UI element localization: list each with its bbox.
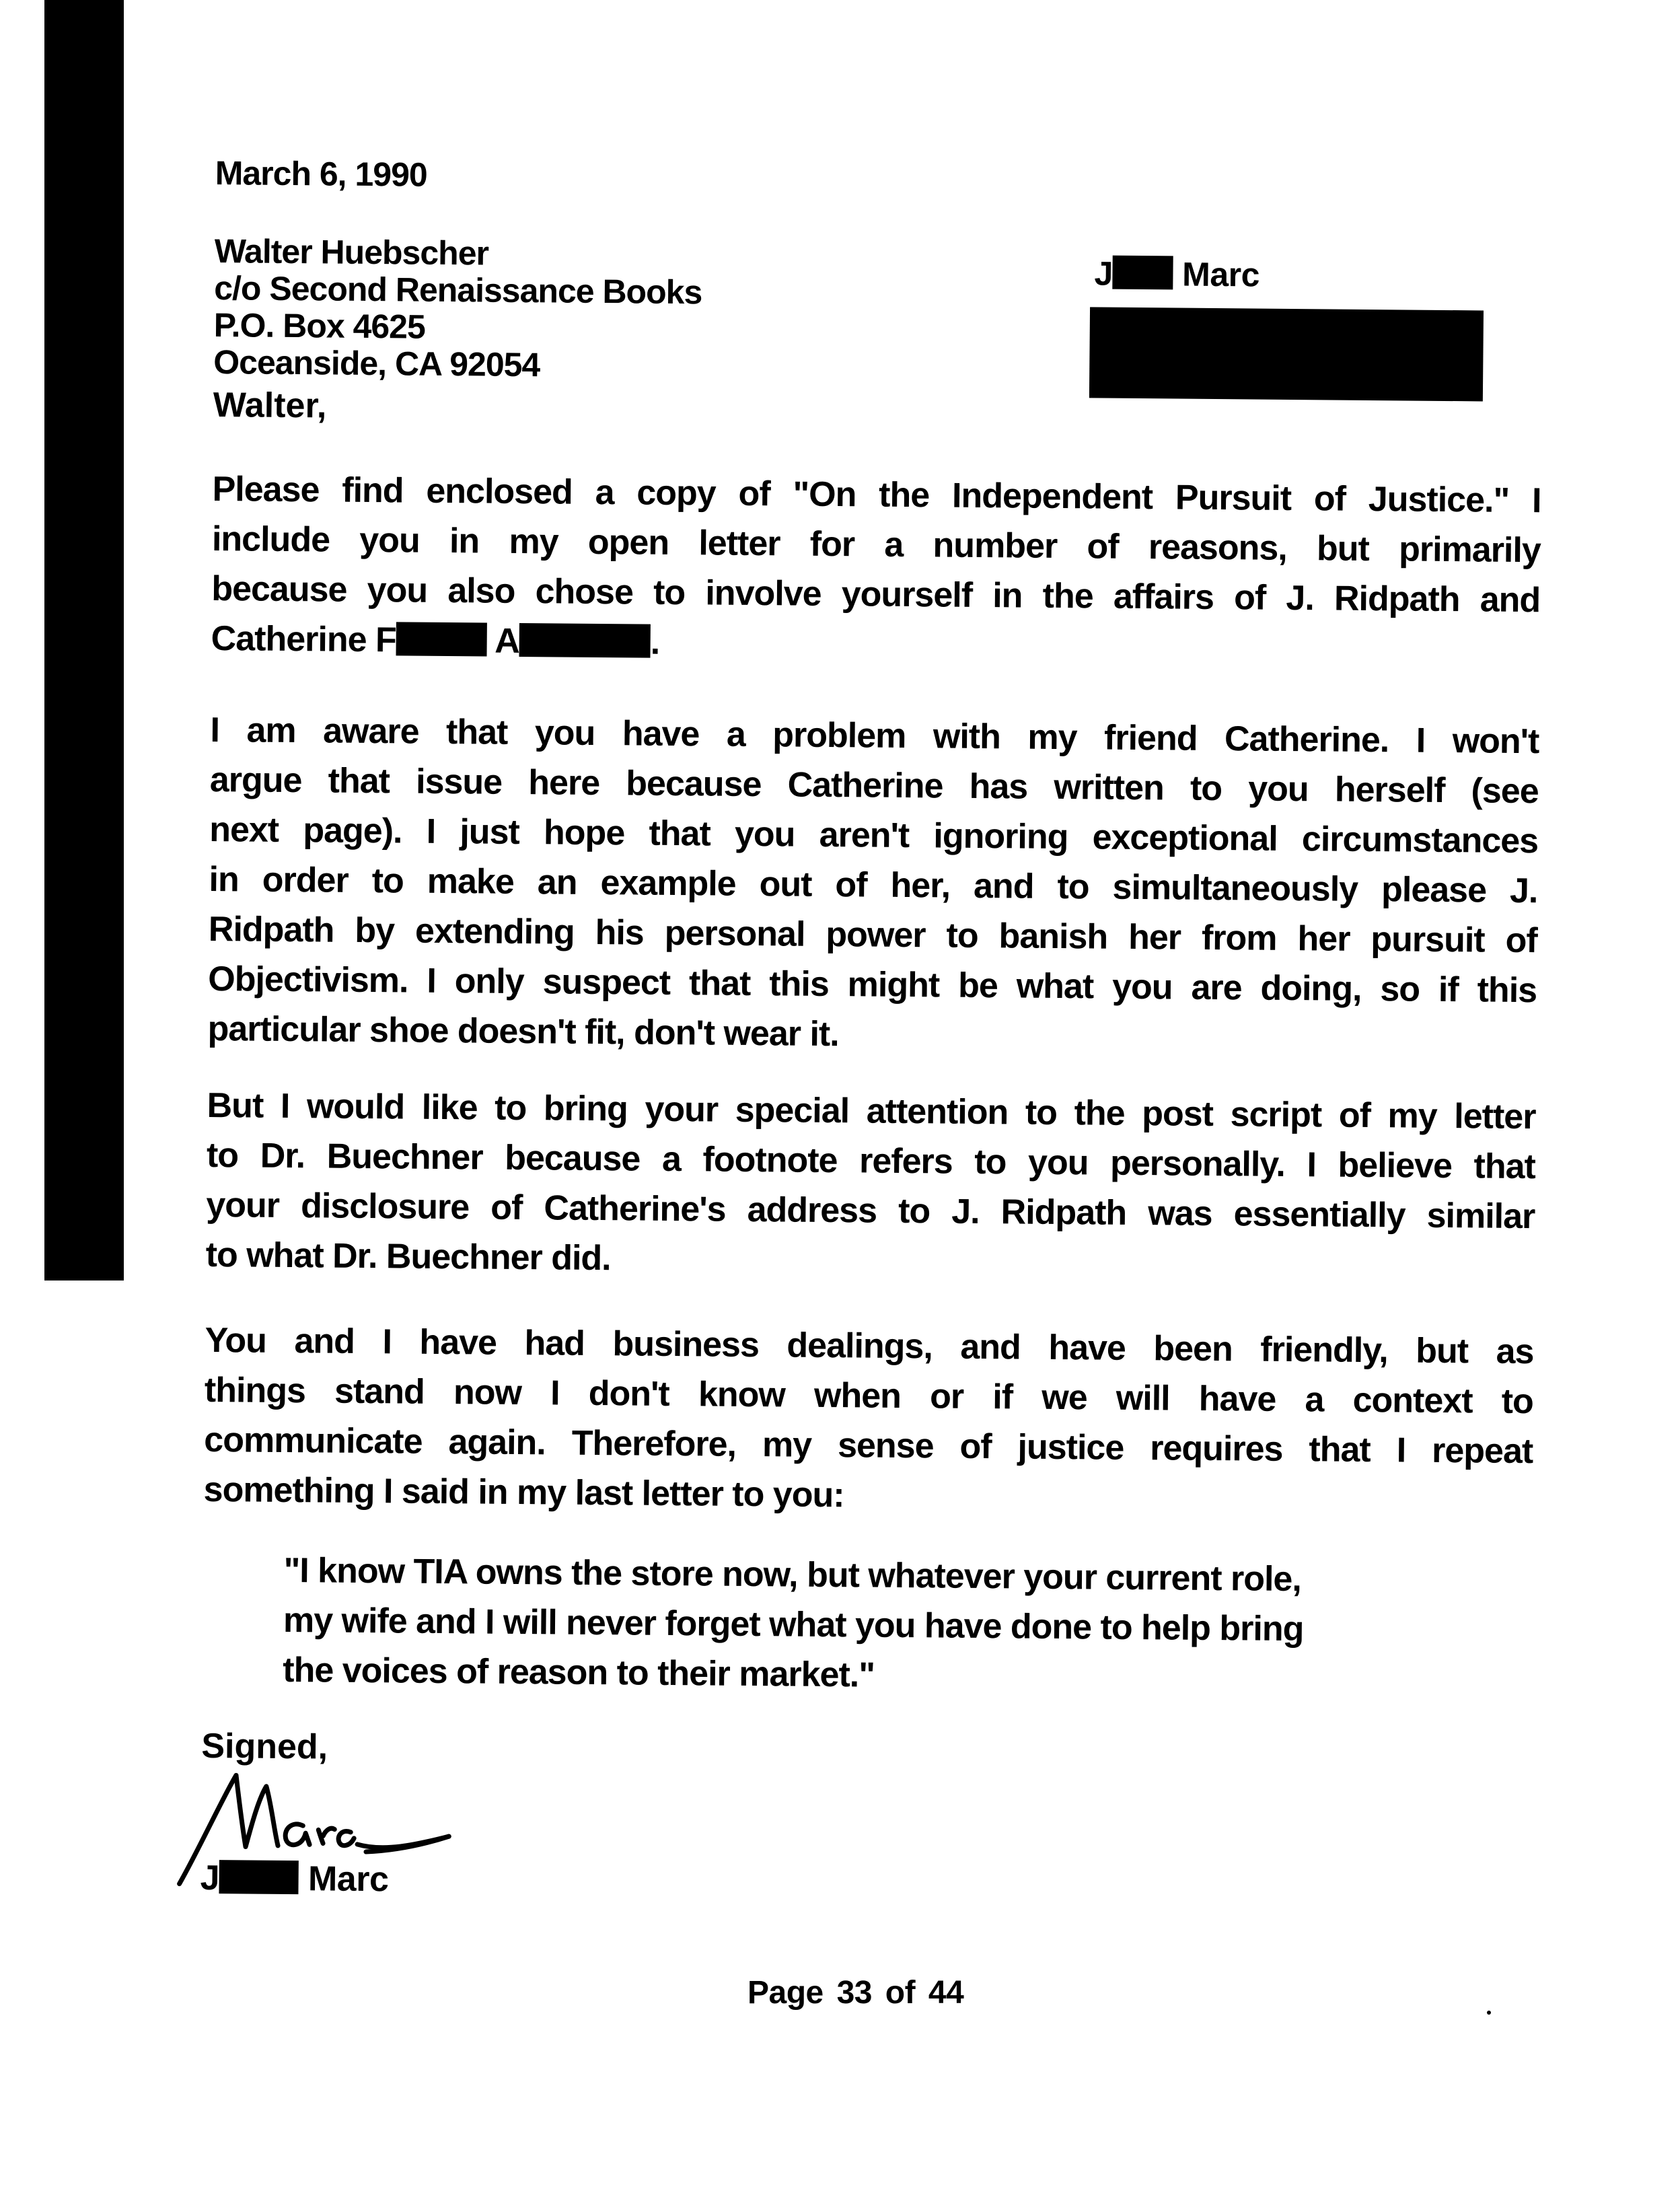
inline-redaction [396, 622, 487, 656]
text-line: things stand now I don't know when or if we will have a context to [204, 1370, 1534, 1422]
sender-name-redacted [1094, 254, 1259, 305]
text-line: the voices of reason to their market." [283, 1650, 875, 1695]
text-line: to Dr. Buechner because a footnote refers to you personally. I believe that [206, 1135, 1536, 1187]
text-line: Catherine F A . [211, 618, 660, 662]
text-line: But I would like to bring your special attention to the post script of my letter [207, 1085, 1536, 1137]
text-line: in order to make an example out of her, and to simultaneously please J. [209, 859, 1538, 911]
inline-redaction [519, 623, 651, 658]
paragraph-1 [211, 464, 1541, 675]
redaction-block [1089, 307, 1484, 401]
text-line: particular shoe doesn't fit, don't wear it. [207, 1009, 839, 1054]
quoted-passage [283, 1546, 1441, 1705]
paragraph-2 [207, 705, 1539, 1065]
salutation: Walter, [213, 385, 327, 426]
text-line: your disclosure of Catherine's address to J. Ridpath was essentially similar [206, 1185, 1535, 1237]
recipient-pobox: P.O. Box 4625 [213, 305, 426, 346]
text-line: "I know TIA owns the store now, but whatever your current role, [283, 1550, 1302, 1599]
text-line: something I said in my last letter to you: [203, 1470, 844, 1515]
page-number: Page 33 of 44 [747, 1975, 964, 2011]
paragraph-3 [205, 1081, 1536, 1291]
text-line: I am aware that you have a problem with my friend Catherine. I won't [210, 710, 1539, 762]
text-line: include you in my open letter for a number of reasons, but primarily [211, 519, 1541, 571]
scanner-edge-artifact [44, 0, 124, 1281]
text-line: my wife and I will never forget what you have done to help bring [283, 1600, 1304, 1649]
signature-name-redacted [200, 1858, 388, 1909]
text-line: to what Dr. Buechner did. [205, 1235, 611, 1278]
text-line: next page). I just hope that you aren't ignoring exceptional circumstances [209, 809, 1539, 861]
text-line: Objectivism. I only suspect that this might be what you are doing, so if this [208, 959, 1537, 1011]
text-line: J Marc [1094, 254, 1260, 294]
recipient-address [213, 233, 702, 385]
text-line: Please find enclosed a copy of "On the Independent Pursuit of Justice." I [212, 469, 1541, 521]
letter-date: March 6, 1990 [215, 153, 427, 194]
closing: Signed, [201, 1726, 328, 1767]
text-line: communicate again. Therefore, my sense of justice requires that I repeat [204, 1420, 1533, 1472]
inline-redaction [219, 1860, 299, 1894]
recipient-careof: c/o Second Renaissance Books [214, 268, 702, 312]
text-line: because you also chose to involve yourself in the affairs of J. Ridpath and [211, 569, 1541, 620]
inline-redaction [1113, 256, 1173, 290]
text-line: argue that issue here because Catherine has written to you herself (see [209, 760, 1539, 812]
recipient-name: Walter Huebscher [214, 231, 489, 273]
text-line: Ridpath by extending his personal power to banish her from her pursuit of [208, 909, 1537, 961]
letter-body [200, 153, 1544, 1900]
text-line: J Marc [200, 1858, 389, 1900]
text-line: You and I have had business dealings, and have been friendly, but as [205, 1320, 1534, 1372]
paragraph-4 [203, 1315, 1534, 1526]
recipient-city: Oceanside, CA 92054 [213, 343, 540, 384]
scan-speck [1487, 2011, 1491, 2015]
